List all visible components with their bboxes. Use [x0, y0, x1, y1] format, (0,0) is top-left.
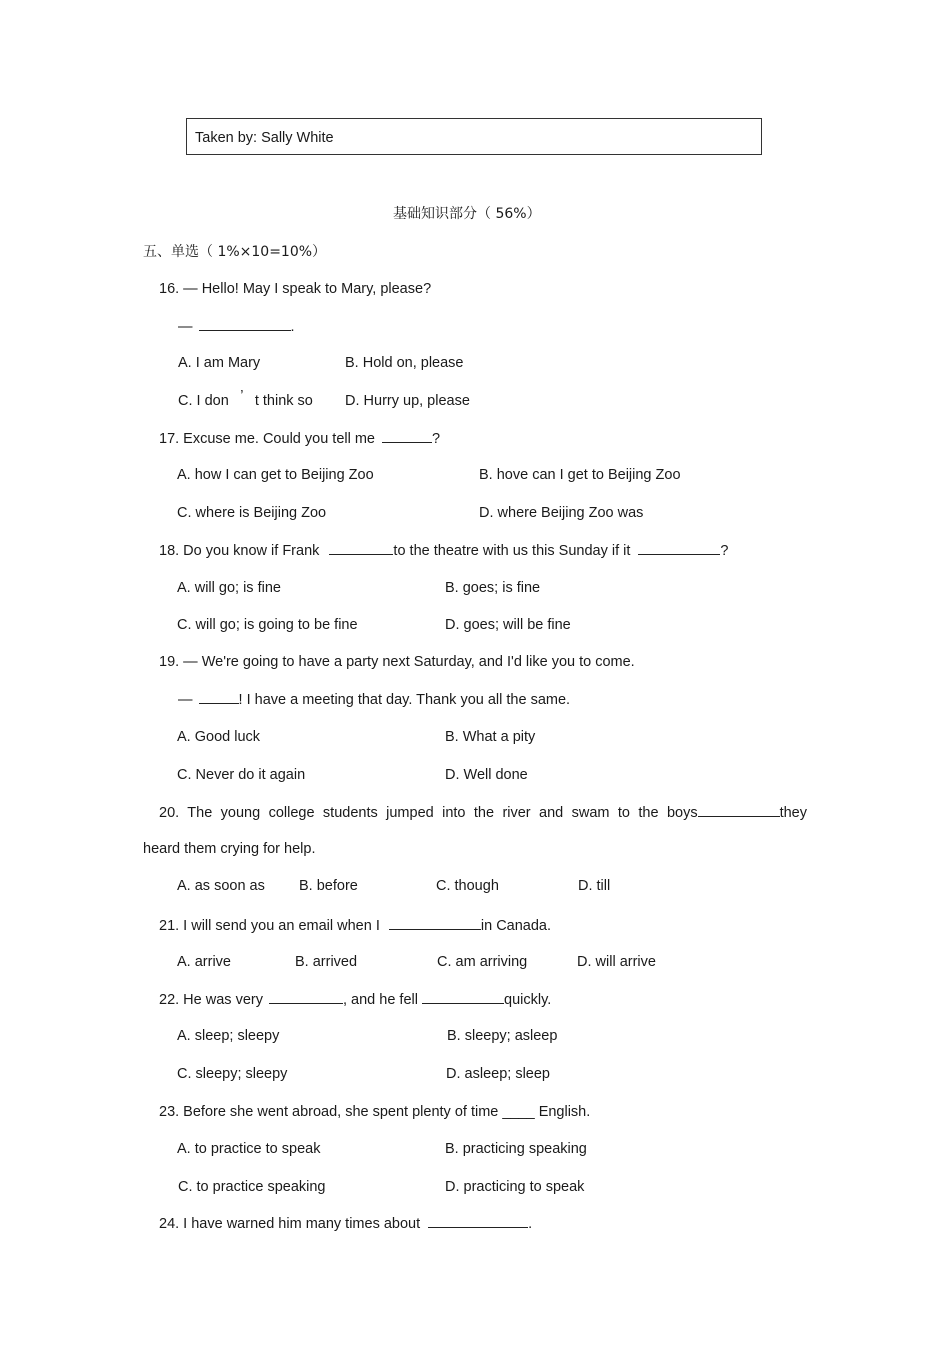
- q22-option-b: B. sleepy; asleep: [447, 1028, 558, 1044]
- q23-blank[interactable]: ____: [502, 1104, 535, 1120]
- q19-option-b: B. What a pity: [445, 729, 536, 745]
- q20-option-c: C. though: [436, 878, 499, 894]
- q17-option-c: C. where is Beijing Zoo: [177, 505, 327, 521]
- q23-option-a: A. to practice to speak: [177, 1141, 321, 1157]
- q23-stem-end: English.: [538, 1104, 591, 1120]
- q19-reply: [178, 691, 570, 708]
- q23-stem: [159, 1104, 590, 1120]
- section-title: 基础知识部分（ 56%）: [393, 206, 541, 222]
- q23-stem-text: 23. Before she went abroad, she spent plenty of time: [159, 1104, 499, 1120]
- q16-stem: 16. — Hello! May I speak to Mary, please?: [159, 281, 432, 297]
- q18-blank-2[interactable]: [638, 542, 720, 555]
- q19-reply-dash: —: [178, 692, 193, 708]
- q22-blank-1[interactable]: [269, 991, 343, 1004]
- part-heading: 五、单选（ 1%×10=10%）: [143, 244, 327, 260]
- q17-option-b: B. hove can I get to Beijing Zoo: [479, 467, 681, 483]
- q22-option-d: D. asleep; sleep: [446, 1066, 550, 1082]
- taken-by-text: Taken by: Sally White: [195, 130, 334, 146]
- q16-blank[interactable]: [199, 318, 291, 331]
- q18-blank-1[interactable]: [329, 542, 393, 555]
- q19-stem: 19. — We're going to have a party next Saturday, and I'd like you to come.: [159, 654, 635, 670]
- q22-option-c: C. sleepy; sleepy: [177, 1066, 288, 1082]
- q23-option-c: C. to practice speaking: [178, 1179, 326, 1195]
- q23-option-d: D. practicing to speak: [445, 1179, 585, 1195]
- q19-blank[interactable]: [199, 691, 239, 704]
- q17-stem-text: 17. Excuse me. Could you tell me: [159, 431, 375, 447]
- q20-option-d: D. till: [578, 878, 611, 894]
- q17-option-d: D. where Beijing Zoo was: [479, 505, 644, 521]
- q18-stem: [159, 542, 729, 559]
- q24-stem: [159, 1215, 532, 1232]
- q21-stem-text: 21. I will send you an email when I: [159, 918, 380, 934]
- q20-option-b: B. before: [299, 878, 358, 894]
- q21-stem-end: in Canada.: [480, 918, 552, 934]
- q23-option-b: B. practicing speaking: [445, 1141, 587, 1157]
- q19-option-d: D. Well done: [445, 767, 528, 783]
- q19-reply-rest: ! I have a meeting that day. Thank you all the same.: [238, 692, 571, 708]
- q21-blank[interactable]: [389, 917, 481, 930]
- q20-stem-text: 20. The young college students jumped into the river and swam to the boys: [159, 805, 698, 821]
- q19-option-c: C. Never do it again: [177, 767, 306, 783]
- q21-option-a: A. arrive: [177, 954, 231, 970]
- q16-option-d: D. Hurry up, please: [345, 393, 470, 409]
- taken-by-box: [186, 118, 762, 155]
- q22-blank-2[interactable]: [422, 991, 504, 1004]
- q20-blank[interactable]: [698, 804, 780, 817]
- q16-option-c-part1: C. I don: [178, 393, 229, 409]
- q21-option-c: C. am arriving: [437, 954, 528, 970]
- q24-stem-text: 24. I have warned him many times about: [159, 1216, 421, 1232]
- q18-option-d: D. goes; will be fine: [445, 617, 571, 633]
- q21-option-b: B. arrived: [295, 954, 358, 970]
- q16-reply-end: .: [290, 319, 295, 335]
- q16-option-c-part2: t think so: [254, 393, 313, 409]
- q22-stem: [159, 991, 551, 1008]
- q18-option-a: A. will go; is fine: [177, 580, 281, 596]
- q20-stem-line1: [159, 804, 807, 821]
- q18-option-b: B. goes; is fine: [445, 580, 541, 596]
- q17-stem-end: ?: [432, 431, 441, 447]
- q16-option-c-apostrophe: ’: [240, 388, 244, 404]
- q19-option-a: A. Good luck: [177, 729, 261, 745]
- q21-option-d: D. will arrive: [577, 954, 656, 970]
- q18-stem-end: ?: [720, 543, 729, 559]
- q20-stem-line2: heard them crying for help.: [143, 841, 316, 857]
- q17-stem: [159, 430, 440, 447]
- q17-option-a: A. how I can get to Beijing Zoo: [177, 467, 374, 483]
- q16-option-c: [178, 388, 313, 409]
- q22-stem-mid: , and he fell: [343, 992, 418, 1008]
- q20-option-a: A. as soon as: [177, 878, 265, 894]
- q17-blank[interactable]: [382, 430, 432, 443]
- q24-blank[interactable]: [428, 1215, 528, 1228]
- q18-stem-part1: 18. Do you know if Frank: [159, 543, 320, 559]
- q16-reply-dash: —: [178, 319, 193, 335]
- q16-option-b: B. Hold on, please: [345, 355, 464, 371]
- q22-stem-text: 22. He was very: [159, 992, 263, 1008]
- q24-stem-end: .: [528, 1216, 533, 1232]
- q21-stem: [159, 917, 551, 934]
- q20-stem-end: they: [779, 805, 807, 821]
- q18-option-c: C. will go; is going to be fine: [177, 617, 358, 633]
- q16-option-a: A. I am Mary: [178, 355, 261, 371]
- q22-stem-end: quickly.: [504, 992, 552, 1008]
- q18-stem-part2: to the theatre with us this Sunday if it: [393, 543, 631, 559]
- q22-option-a: A. sleep; sleepy: [177, 1028, 280, 1044]
- q16-reply: [178, 318, 295, 335]
